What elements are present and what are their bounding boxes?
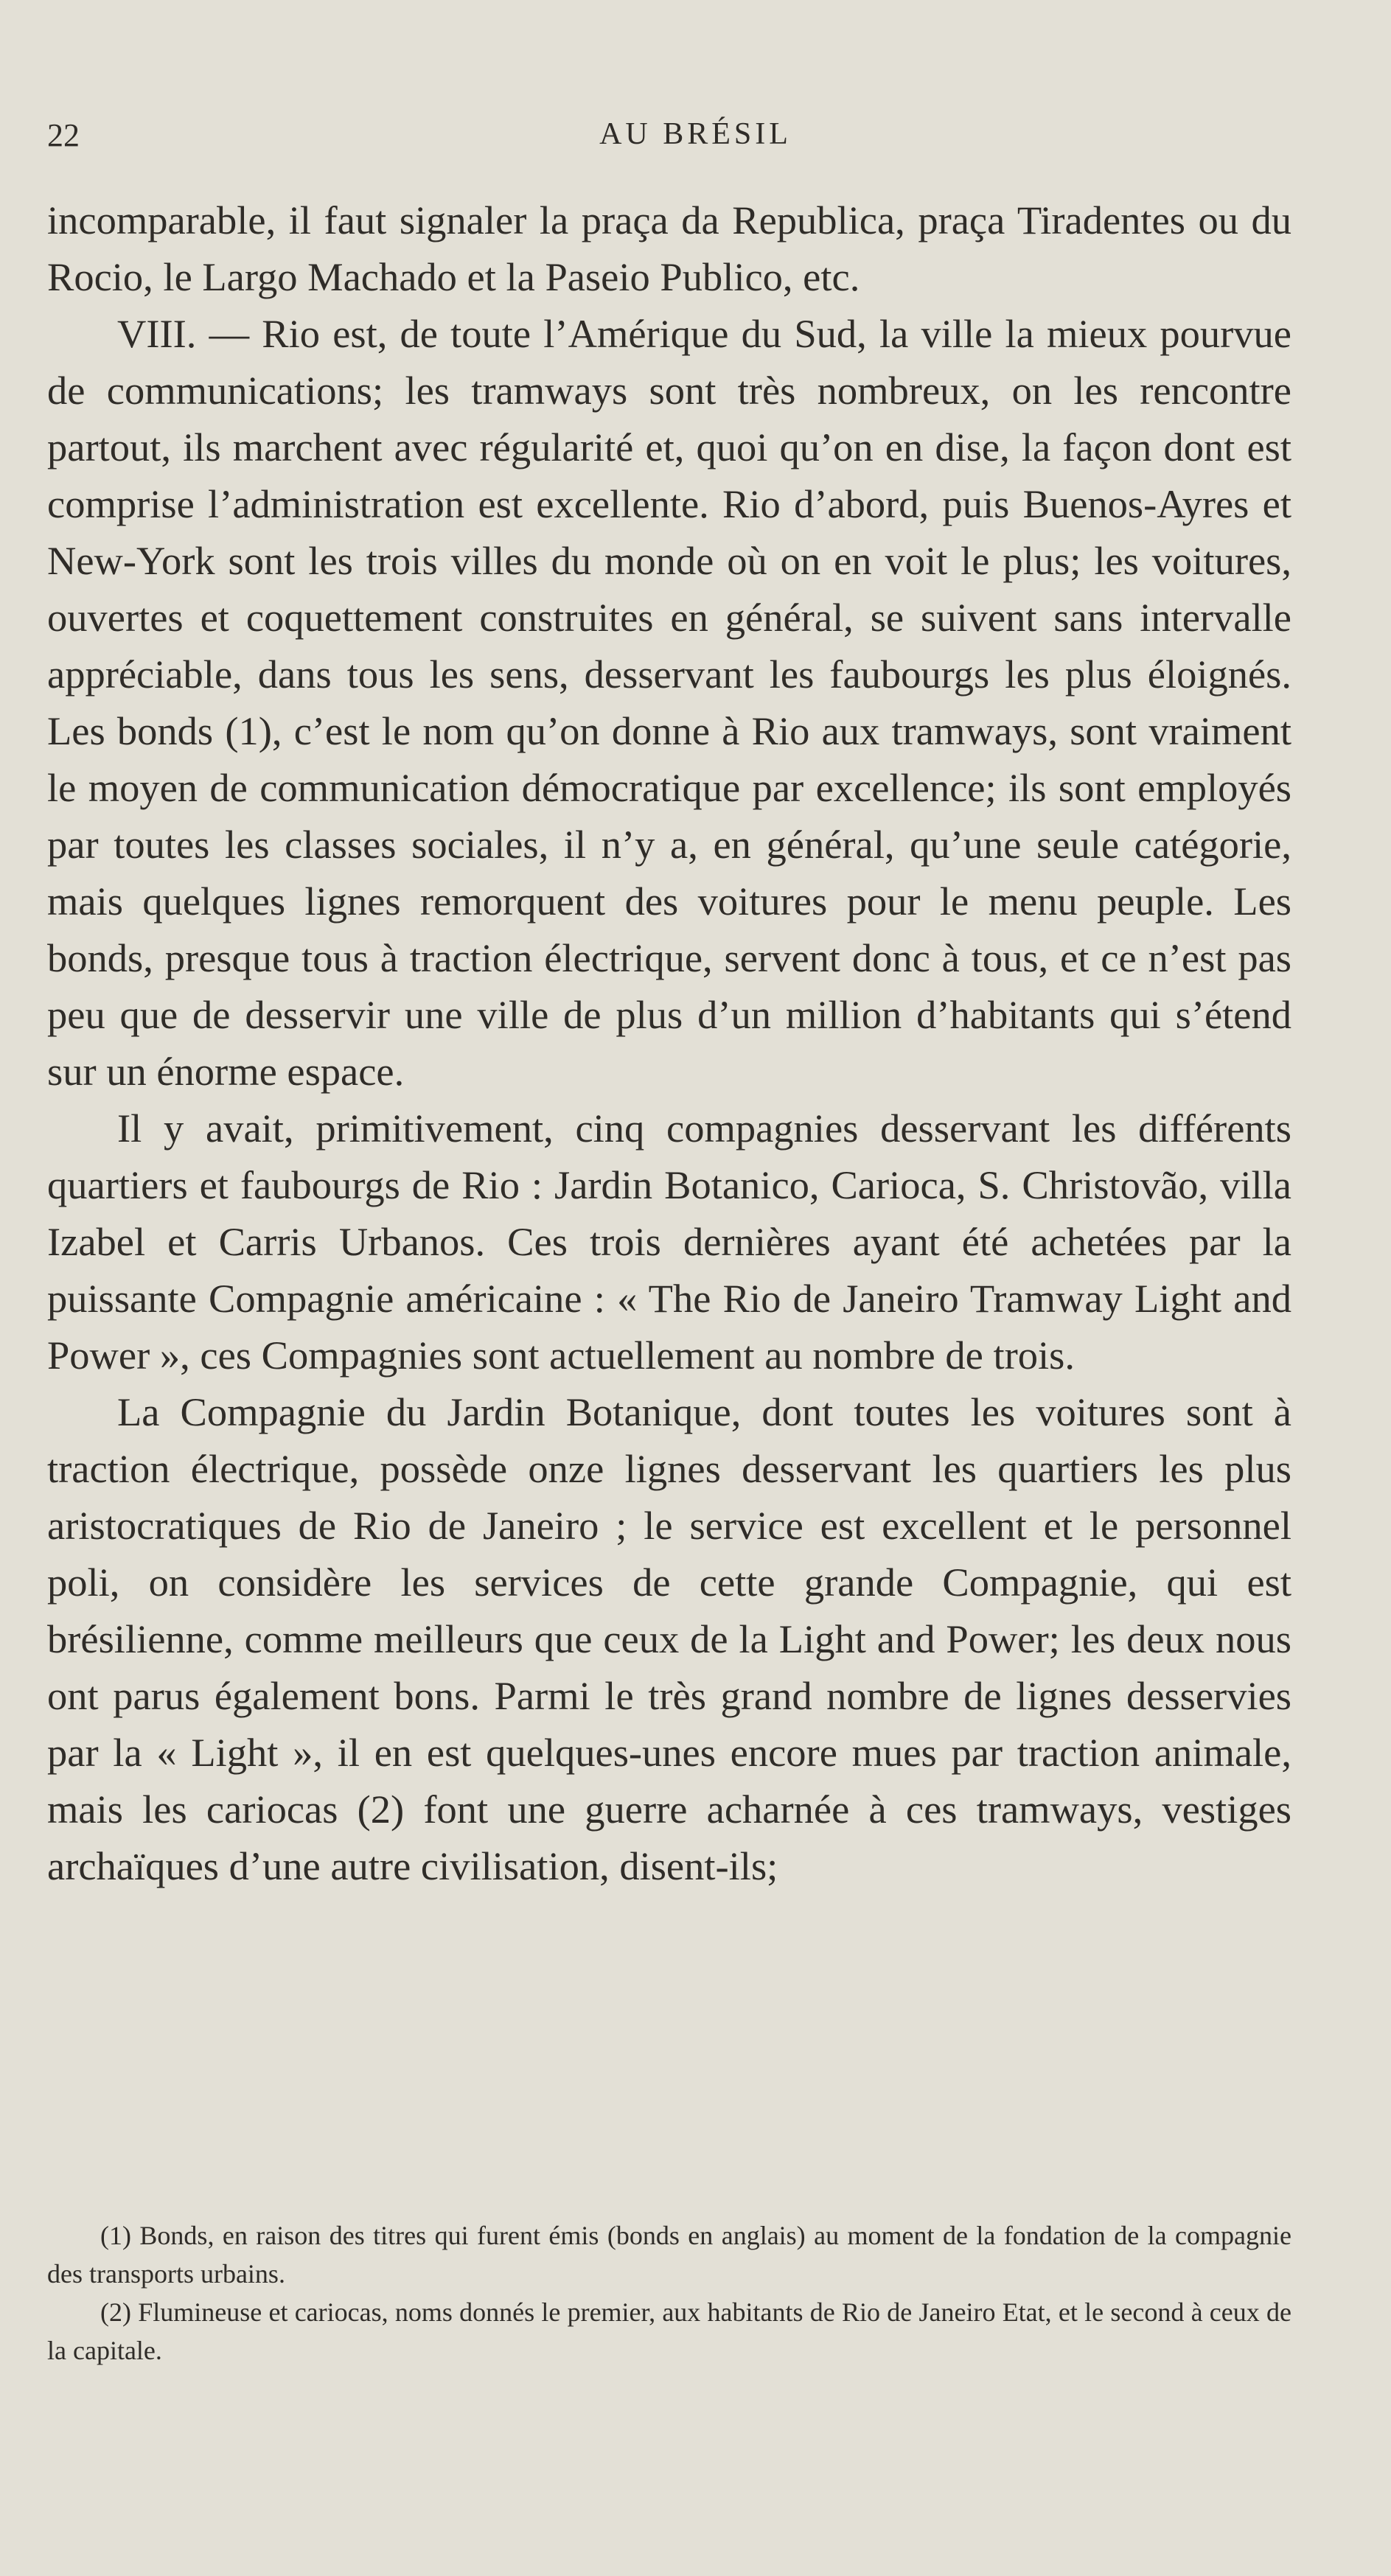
paragraph-section-viii: VIII. — Rio est, de toute l’Amérique du Sud, la ville la mieux pourvue de communications; les tramways sont très nombreux, on les rencontre partout, ils marchent avec régularité et, quoi qu’on en dise, la façon dont est comprise l’administration est excellente. Rio d’abord, puis Buenos-Ayres et New-York sont les trois villes du monde où on en voit le plus; les voitures, ouvertes et coquettement construites en général, se suivent sans intervalle appréciable, dans tous les sens, desservant les faubourgs les plus éloignés. Les bonds (1), c’est le nom qu’on donne à Rio aux tramways, sont vraiment le moyen de communication démocratique par excellence; ils sont employés par toutes les classes sociales, il n’y a, en général, qu’une seule catégorie, mais quelques lignes remorquent des voitures pour le menu peuple. Les bonds, presque tous à traction électrique, servent donc à tous, et ce n’est pas peu que de desservir une ville de plus d’un million d’habitants qui s’étend sur un énorme espace. (47, 311, 1291, 1094)
page-number: 22 (47, 117, 80, 153)
paragraph-continued: incomparable, il faut signaler la praça da Republica, praça Tiradentes ou du Rocio, le Largo Machado et la Paseio Publico, etc. (47, 198, 1291, 299)
paragraph-companies: Il y avait, primitivement, cinq compagnies desservant les différents quartiers et faubourgs de Rio : Jardin Botanico, Carioca, S. Christovão, villa Izabel et Carris Urbanos. Ces trois dernières ayant été achetées par la puissante Compagnie américaine : « The Rio de Janeiro Tramway Light and Power », ces Compagnies sont actuellement au nombre de trois. (47, 1106, 1291, 1378)
footnotes (47, 2216, 1291, 2370)
footnote-2: (2) Flumineuse et cariocas, noms donnés le premier, aux habitants de Rio de Janeiro Etat, et le second à ceux de la capitale. (47, 2297, 1291, 2365)
running-head: AU BRÉSIL (599, 117, 792, 151)
body-text (47, 192, 1291, 1894)
footnote-1: (1) Bonds, en raison des titres qui furent émis (bonds en anglais) au moment de la fondation de la compagnie des transports urbains. (47, 2221, 1291, 2289)
paragraph-jardin-botanique: La Compagnie du Jardin Botanique, dont toutes les voitures sont à traction électrique, possède onze lignes desservant les quartiers les plus aristocratiques de Rio de Janeiro ; le service est excellent et le personnel poli, on considère les services de cette grande Compagnie, qui est brésilienne, comme meilleurs que ceux de la Light and Power; les deux nous ont parus également bons. Parmi le très grand nombre de lignes desservies par la « Light », il en est quelques-unes encore mues par traction animale, mais les cariocas (2) font une guerre acharnée à ces tramways, vestiges archaïques d’une autre civilisation, disent-ils; (47, 1389, 1291, 1888)
